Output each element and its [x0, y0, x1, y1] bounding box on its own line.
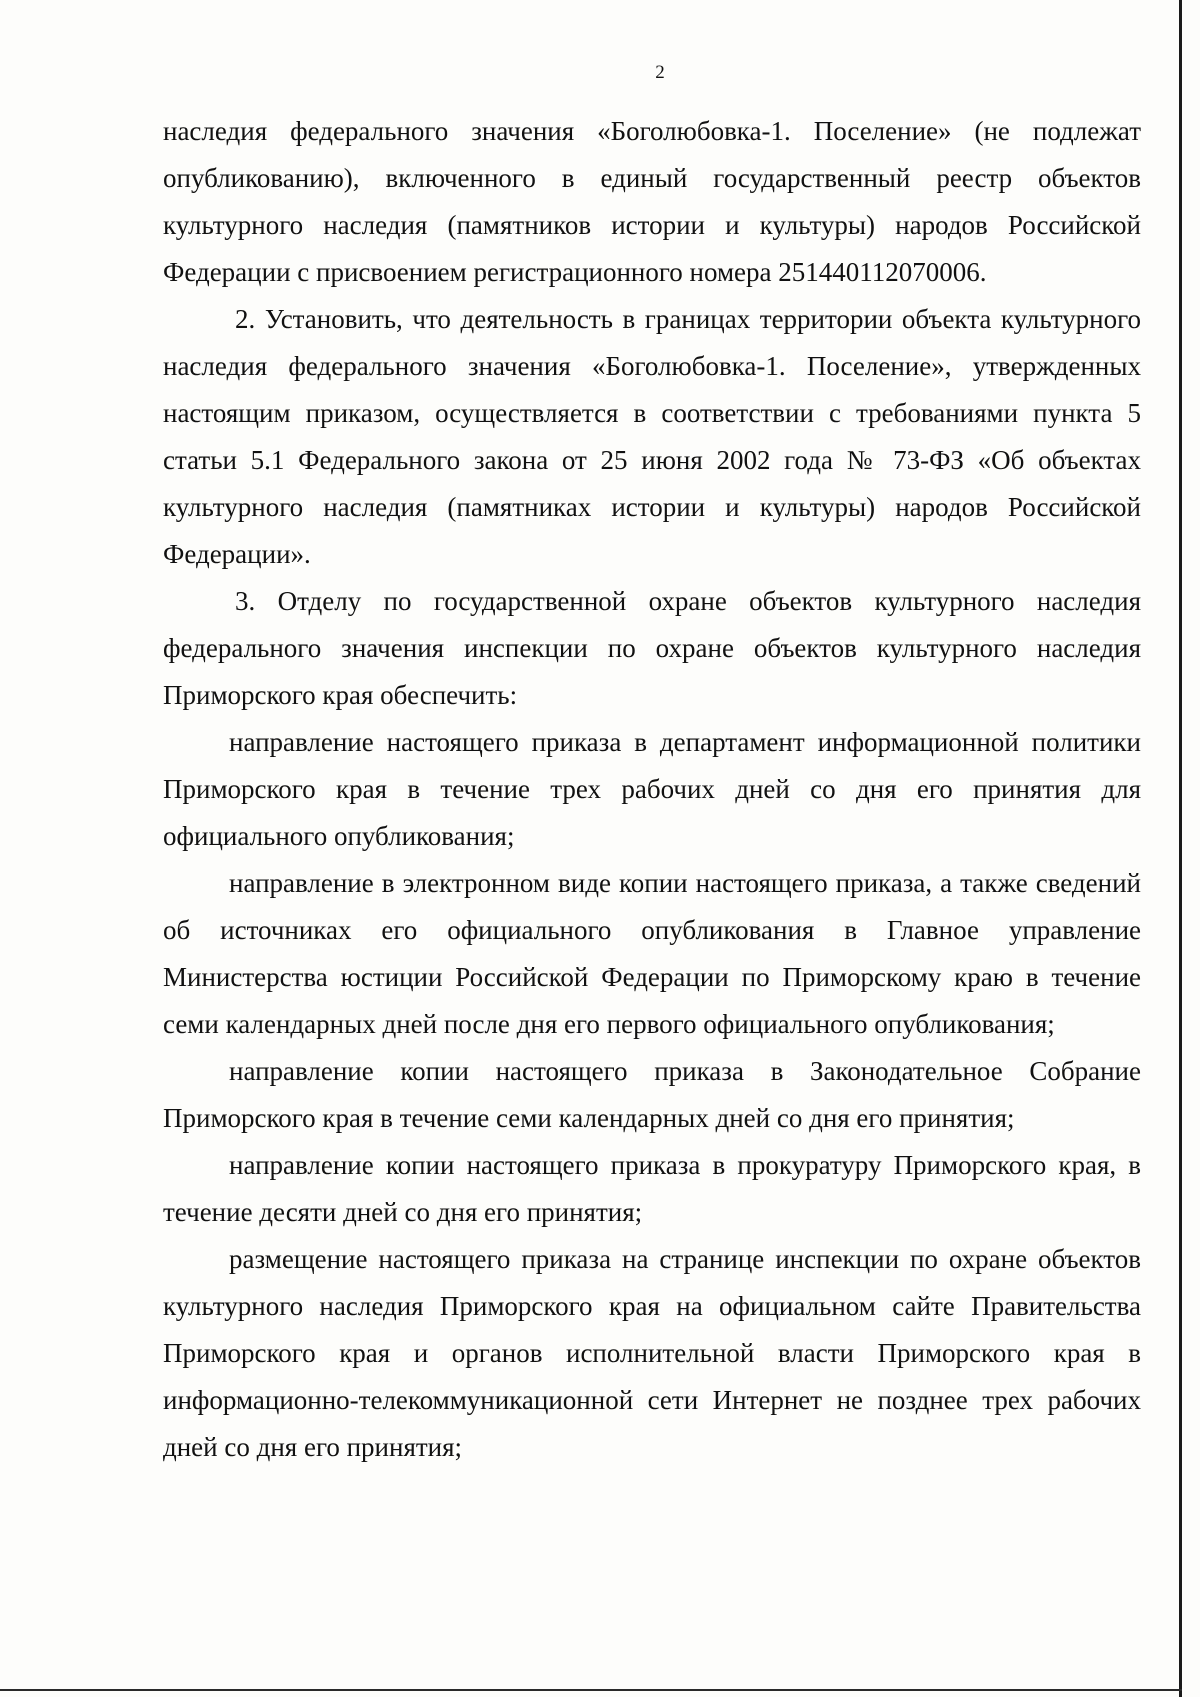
paragraph-item-2: 2. Установить, что деятельность в границах территории объекта культурного наследия федерального значения «Боголюбовка-1. Поселение», утвержденных настоящим приказом, осуществляется в соответствии с требованиями пункта 5 статьи 5.1 Федерального закона от 25 июня 2002 года № 73-ФЗ «Об объектах культурного наследия (памятниках истории и культуры) народов Российской Федерации». — [163, 304, 1141, 569]
paragraph-subitem: размещение настоящего приказа на странице инспекции по охране объектов культурного наследия Приморского края на официальном сайте Правительства Приморского края и органов исполнительной власти Приморского края в информационно-телекоммуникационной сети Интернет не позднее трех рабочих дней со дня его принятия; — [163, 1244, 1141, 1462]
paragraph-subitem: направление в электронном виде копии настоящего приказа, а также сведений об источниках его официального опубликования в Главное управление Министерства юстиции Российской Федерации по Приморскому краю в течение семи календарных дней после дня его первого официального опубликования; — [163, 868, 1141, 1039]
document-body — [163, 108, 1141, 1471]
paragraph-subitem: направление копии настоящего приказа в Законодательное Собрание Приморского края в течение семи календарных дней со дня его принятия; — [163, 1056, 1141, 1133]
paragraph-continuation: наследия федерального значения «Боголюбовка-1. Поселение» (не подлежат опубликованию), включенного в единый государственный реестр объектов культурного наследия (памятников истории и культуры) народов Российской Федерации с присвоением регистрационного номера 251440112070006. — [163, 116, 1141, 287]
scan-edge-bottom — [0, 1689, 1182, 1691]
paragraph-subitem: направление копии настоящего приказа в прокуратуру Приморского края, в течение десяти дней со дня его принятия; — [163, 1150, 1141, 1227]
paragraph-item-3: 3. Отделу по государственной охране объектов культурного наследия федерального значения инспекции по охране объектов культурного наследия Приморского края обеспечить: — [163, 586, 1141, 710]
paragraph-subitem: направление настоящего приказа в департамент информационной политики Приморского края в течение трех рабочих дней со дня его принятия для официального опубликования; — [163, 727, 1141, 851]
scan-edge-right — [1179, 0, 1182, 1697]
page-number: 2 — [655, 62, 665, 83]
